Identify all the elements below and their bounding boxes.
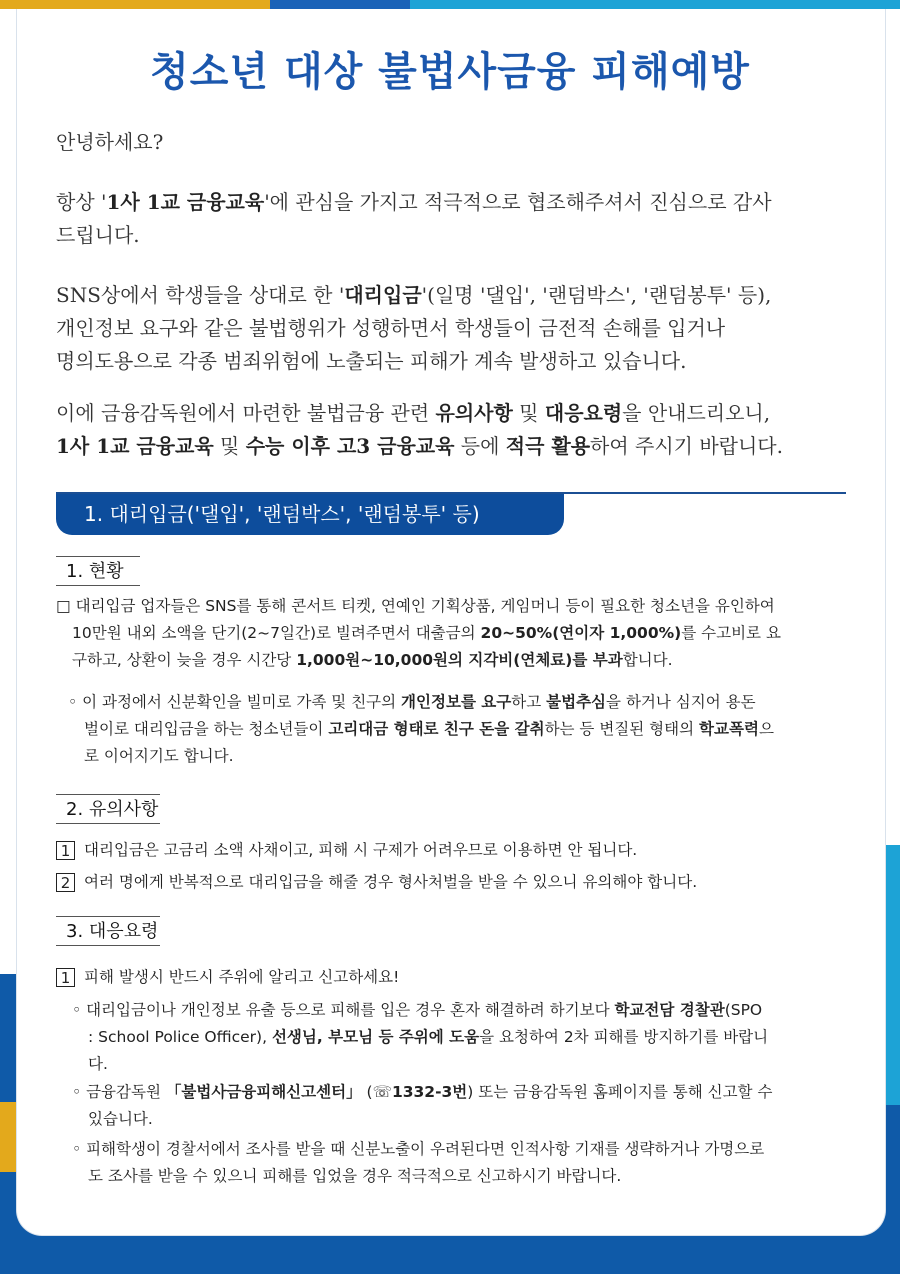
intro-paragraph-2: SNS상에서 학생들을 상대로 한 '대리입금'(일명 '댈입', '랜덤박스', '랜덤봉투' 등), 개인정보 요구와 같은 불법행위가 성행하면서 학생들이 금전적 손해를 입거나 명의도용으로 각종 범죄위험에 노출되는 피해가 계속 발생하고 있습니다. (56, 283, 772, 373)
caution-item-2-number: 2 (56, 873, 75, 892)
top-accent-gold (0, 0, 270, 9)
subsection-status-label: 1. 현황 (56, 556, 140, 586)
caution-item-2: 여러 명에게 반복적으로 대리입금을 해줄 경우 형사처벌을 받을 수 있으니 유의해야 합니다. (84, 873, 698, 891)
response-subitem-1: ◦ 대리입금이나 개인정보 유출 등으로 피해를 입은 경우 혼자 해결하려 하기보다 학교전담 경찰관(SPO : School Police Officer), 선생님, 부모님 등 주위에 도움을 요청하여 2차 피해를 방지하기를 바랍니 다. (72, 1001, 769, 1073)
greeting: 안녕하세요? (56, 130, 164, 154)
caution-item-1: 대리입금은 고금리 소액 사채이고, 피해 시 구제가 어려우므로 이용하면 안 됩니다. (84, 841, 638, 859)
section-heading: 1. 대리입금('댈입', '랜덤박스', '랜덤봉투' 등) (56, 494, 564, 535)
top-accent-sky (410, 0, 900, 9)
response-item-1-number: 1 (56, 968, 75, 987)
intro-paragraph-3: 이에 금융감독원에서 마련한 불법금융 관련 유의사항 및 대응요령을 안내드리오니, 1사 1교 금융교육 및 수능 이후 고3 금융교육 등에 적극 활용하여 주시기 바랍니다. (56, 401, 783, 458)
subsection-caution-label: 2. 유의사항 (56, 794, 160, 824)
intro-paragraph-1: 항상 '1사 1교 금융교육'에 관심을 가지고 적극적으로 협조해주셔서 진심으로 감사 드립니다. (56, 190, 772, 247)
caution-item-1-number: 1 (56, 841, 75, 860)
response-subitem-2: ◦ 금융감독원 「불법사금융피해신고센터」 (☏1332-3번) 또는 금융감독원 홈페이지를 통해 신고할 수 있습니다. (72, 1083, 773, 1128)
response-item-1: 피해 발생시 반드시 주위에 알리고 신고하세요! (84, 968, 400, 986)
status-bullet-1: □ 대리입금 업자들은 SNS를 통해 콘서트 티켓, 연예인 기획상품, 게임머니 등이 필요한 청소년을 유인하여 10만원 내외 소액을 단기(2~7일간)로 빌려주면서 대출금의 20~50%(연이자 1,000%)를 수고비로 요 구하고, 상환이 늦을 경우 시간당 1,000원~10,000원의 지각비(연체료)를 부과합니다. (56, 597, 781, 669)
subsection-response-label: 3. 대응요령 (56, 916, 160, 946)
response-subitem-3: ◦ 피해학생이 경찰서에서 조사를 받을 때 신분노출이 우려된다면 인적사항 기재를 생략하거나 가명으로 도 조사를 받을 수 있으니 피해를 입었을 경우 적극적으로 신고하시기 바랍니다. (72, 1140, 765, 1185)
top-accent-blue (270, 0, 410, 9)
status-bullet-2: ◦ 이 과정에서 신분확인을 빌미로 가족 및 친구의 개인정보를 요구하고 불법추심을 하거나 심지어 용돈 벌이로 대리입금을 하는 청소년들이 고리대금 형태로 친구 돈을 갈취하는 등 변질된 형태의 학교폭력으 로 이어지기도 합니다. (68, 693, 774, 765)
page-title: 청소년 대상 불법사금융 피해예방 (150, 49, 750, 95)
